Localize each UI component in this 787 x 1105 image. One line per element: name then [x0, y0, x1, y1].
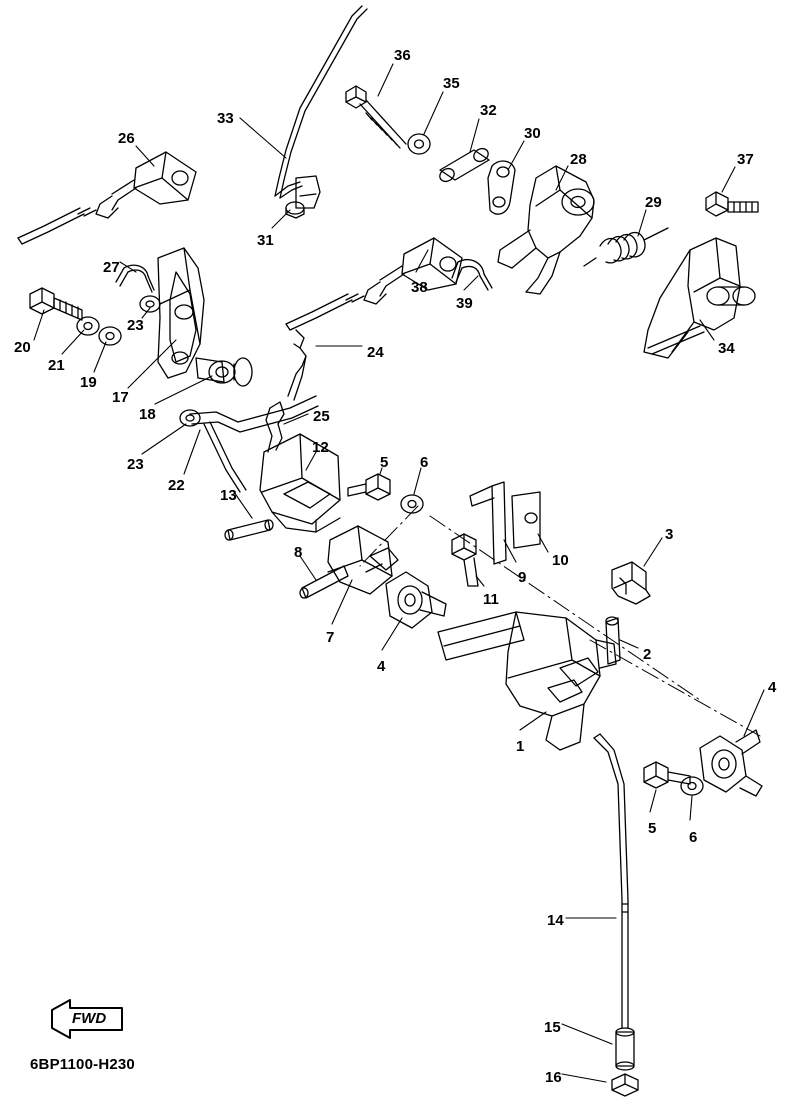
callout-number-26: 26 [118, 130, 135, 147]
callout-number-7: 7 [326, 629, 335, 646]
part-31-clamp [286, 176, 320, 218]
part-36-bolt [346, 86, 406, 148]
callout-number-21: 21 [48, 357, 65, 374]
part-32-sleeve [438, 146, 491, 184]
callout-number-25: 25 [313, 408, 330, 425]
callout-number-39: 39 [456, 295, 473, 312]
part-code-label: 6BP1100-H230 [30, 1056, 135, 1073]
callout-number-24: 24 [367, 344, 384, 361]
part-4a-joint [386, 572, 446, 628]
callout-number-3: 3 [665, 526, 674, 543]
part-23a-washer [140, 296, 160, 312]
callout-number-1: 1 [516, 738, 525, 755]
callout-number-6a: 6 [420, 454, 429, 471]
callout-number-13: 13 [220, 487, 237, 504]
callout-number-17: 17 [112, 389, 129, 406]
part-6b-washer [681, 777, 703, 795]
callout-number-23b: 23 [127, 456, 144, 473]
part-37-bolt [706, 192, 758, 216]
callout-number-6b: 6 [689, 829, 698, 846]
callout-number-23a: 23 [127, 317, 144, 334]
callout-number-33: 33 [217, 110, 234, 127]
part-6a-washer [401, 495, 423, 513]
part-34-bracket [644, 238, 755, 358]
part-16-nut [612, 1074, 638, 1096]
part-5b-bolt [644, 762, 690, 788]
callout-number-12: 12 [312, 439, 329, 456]
part-30-plate [488, 161, 515, 214]
callout-number-29: 29 [645, 194, 662, 211]
callout-number-34: 34 [718, 340, 735, 357]
callout-number-31: 31 [257, 232, 274, 249]
callout-number-38: 38 [411, 279, 428, 296]
part-13-pin [225, 520, 273, 540]
callout-number-19: 19 [80, 374, 97, 391]
callout-number-18: 18 [139, 406, 156, 423]
part-25-pin [266, 402, 284, 452]
callout-number-15: 15 [544, 1019, 561, 1036]
part-22-link [180, 396, 318, 492]
part-33-rod [275, 6, 367, 198]
part-29-spring [584, 228, 668, 266]
callout-number-9: 9 [518, 569, 527, 586]
fwd-label: FWD [72, 1010, 107, 1027]
callout-number-36: 36 [394, 47, 411, 64]
part-35-washer [408, 134, 430, 154]
part-3-clamp [612, 562, 650, 604]
callout-number-28: 28 [570, 151, 587, 168]
callout-number-20: 20 [14, 339, 31, 356]
part-14-rod [594, 734, 628, 1028]
part-18-roller [196, 358, 252, 386]
callout-number-32: 32 [480, 102, 497, 119]
part-26-cable-end [18, 152, 196, 244]
callout-number-10: 10 [552, 552, 569, 569]
callout-number-16: 16 [545, 1069, 562, 1086]
part-24-pin [288, 330, 306, 400]
part-10-plate [512, 492, 540, 548]
callout-number-11: 11 [483, 591, 499, 608]
callout-number-8: 8 [294, 544, 303, 561]
callout-number-2: 2 [643, 646, 652, 663]
callout-number-35: 35 [443, 75, 460, 92]
callout-number-4a: 4 [377, 658, 386, 675]
callout-number-4b: 4 [768, 679, 777, 696]
part-19-washer [99, 327, 121, 345]
part-11-bolt [452, 534, 478, 586]
callout-number-27: 27 [103, 259, 120, 276]
part-5a-bolt [348, 474, 390, 500]
part-15-sleeve [616, 1028, 634, 1070]
callout-number-5a: 5 [380, 454, 389, 471]
callout-number-37: 37 [737, 151, 754, 168]
callout-number-14: 14 [547, 912, 564, 929]
part-1-shaft-body [438, 612, 616, 750]
callout-number-30: 30 [524, 125, 541, 142]
part-27-clip [116, 265, 154, 292]
callout-number-22: 22 [168, 477, 185, 494]
callout-number-5b: 5 [648, 820, 657, 837]
part-38-cable-end [286, 238, 462, 330]
part-4b-joint [700, 730, 762, 796]
part-20-bolt [30, 288, 82, 320]
